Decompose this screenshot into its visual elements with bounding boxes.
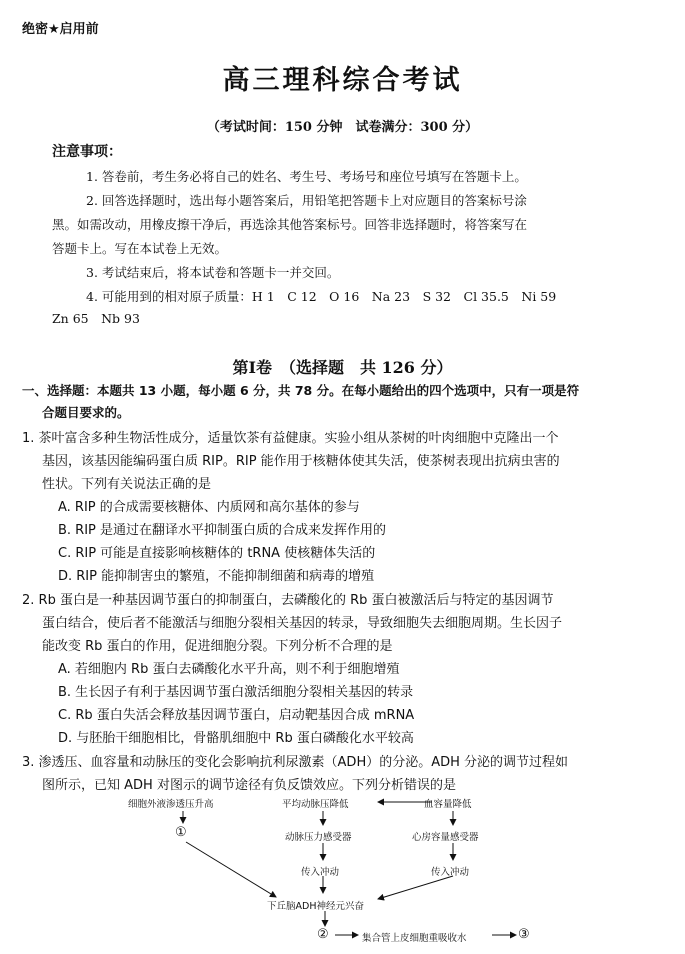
question-3-stem: 图所示，已知 ADH 对图示的调节途径有负反馈效应。下列分析错误的是	[42, 778, 456, 793]
node-afferent-impulse-left: 传入冲动	[301, 867, 340, 878]
question-2-option-b: B. 生长因子有利于基因调节蛋白激活细胞分裂相关基因的转录	[58, 685, 414, 700]
node-hypothalamus-adh-neuron: 下丘脑ADH神经元兴奋	[267, 901, 364, 912]
section-instruction: 合题目要求的。	[42, 405, 130, 420]
node-baroreceptor: 动脉压力感受器	[285, 832, 352, 843]
question-2-option-c: C. Rb 蛋白失活会释放基因调节蛋白，启动靶基因合成 mRNA	[58, 708, 415, 723]
question-1-stem: 1. 茶叶富含多种生物活性成分，适量饮茶有益健康。实验小组从茶树的叶肉细胞中克隆出一个	[22, 431, 559, 446]
arrow	[378, 876, 453, 899]
question-2-stem: 2. Rb 蛋白是一种基因调节蛋白的抑制蛋白，去磷酸化的 Rb 蛋白被激活后与特定的基因调节	[22, 593, 554, 608]
question-1-stem: 基因，该基因能编码蛋白质 RIP。RIP 能作用于核糖体使其失活，使茶树表现出抗病虫害的	[42, 454, 560, 469]
node-blood-volume-drop: 血容量降低	[424, 799, 472, 810]
circle-1: ①	[175, 825, 187, 840]
question-1-option-d: D. RIP 能抑制害虫的繁殖，不能抑制细菌和病毒的增殖	[58, 569, 375, 584]
confidential-label: 绝密★启用前	[22, 22, 99, 37]
question-2-option-a: A. 若细胞内 Rb 蛋白去磷酸化水平升高，则不利于细胞增殖	[58, 662, 400, 677]
question-1-stem: 性状。下列有关说法正确的是	[42, 477, 212, 492]
notice-line: Zn 65 Nb 93	[52, 311, 140, 326]
section-instruction: 一、选择题：本题共 13 小题，每小题 6 分，共 78 分。在每小题给出的四个选项中，只有一项是符	[22, 383, 580, 398]
notice-line: 3. 考试结束后，将本试卷和答题卡一并交回。	[86, 265, 340, 280]
section-title: 第Ⅰ卷 （选择题 共 126 分）	[232, 358, 453, 377]
question-1-option-c: C. RIP 可能是直接影响核糖体的 tRNA 使核糖体失活的	[58, 546, 376, 561]
node-afferent-impulse-right: 传入冲动	[431, 867, 470, 878]
question-2-stem: 蛋白结合，使后者不能激活与细胞分裂相关基因的转录，导致细胞失去细胞周期。生长因子	[42, 616, 563, 631]
arrow	[186, 842, 276, 897]
node-arterial-pressure-drop: 平均动脉压降低	[282, 799, 349, 810]
question-3-stem: 3. 渗透压、血容量和动脉压的变化会影响抗利尿激素（ADH）的分泌。ADH 分泌的调节过程如	[22, 755, 569, 770]
notice-line: 2. 回答选择题时，选出每小题答案后，用铅笔把答题卡上对应题目的答案标号涂	[86, 193, 527, 208]
question-2-stem: 能改变 Rb 蛋白的作用，促进细胞分裂。下列分析不合理的是	[42, 639, 393, 654]
question-2-option-d: D. 与胚胎干细胞相比，骨骼肌细胞中 Rb 蛋白磷酸化水平较高	[58, 731, 414, 746]
notice-line: 黑。如需改动，用橡皮擦干净后，再选涂其他答案标号。回答非选择题时，将答案写在	[52, 217, 528, 232]
notice-heading: 注意事项：	[52, 144, 122, 160]
question-1-option-a: A. RIP 的合成需要核糖体、内质网和高尔基体的参与	[58, 500, 360, 515]
circle-3: ③	[518, 927, 530, 942]
notice-line: 4. 可能用到的相对原子质量：H 1 C 12 O 16 Na 23 S 32 Cl 35.5 Ni 59	[86, 289, 557, 304]
notice-line: 1. 答卷前，考生务必将自己的姓名、考生号、考场号和座位号填写在答题卡上。	[86, 169, 527, 184]
exam-title: 高三理科综合考试	[222, 65, 463, 96]
node-extracellular-osmolality: 细胞外液渗透压升高	[128, 799, 214, 810]
node-atrial-volume-receptor: 心房容量感受器	[412, 832, 479, 843]
node-collecting-duct-reabsorption: 集合管上皮细胞重吸收水	[362, 933, 467, 944]
question-1-option-b: B. RIP 是通过在翻译水平抑制蛋白质的合成来发挥作用的	[58, 523, 387, 538]
circle-2: ②	[317, 927, 329, 942]
exam-subtitle: （考试时间：150 分钟 试卷满分：300 分）	[206, 120, 479, 135]
notice-line: 答题卡上。写在本试卷上无效。	[52, 241, 228, 256]
